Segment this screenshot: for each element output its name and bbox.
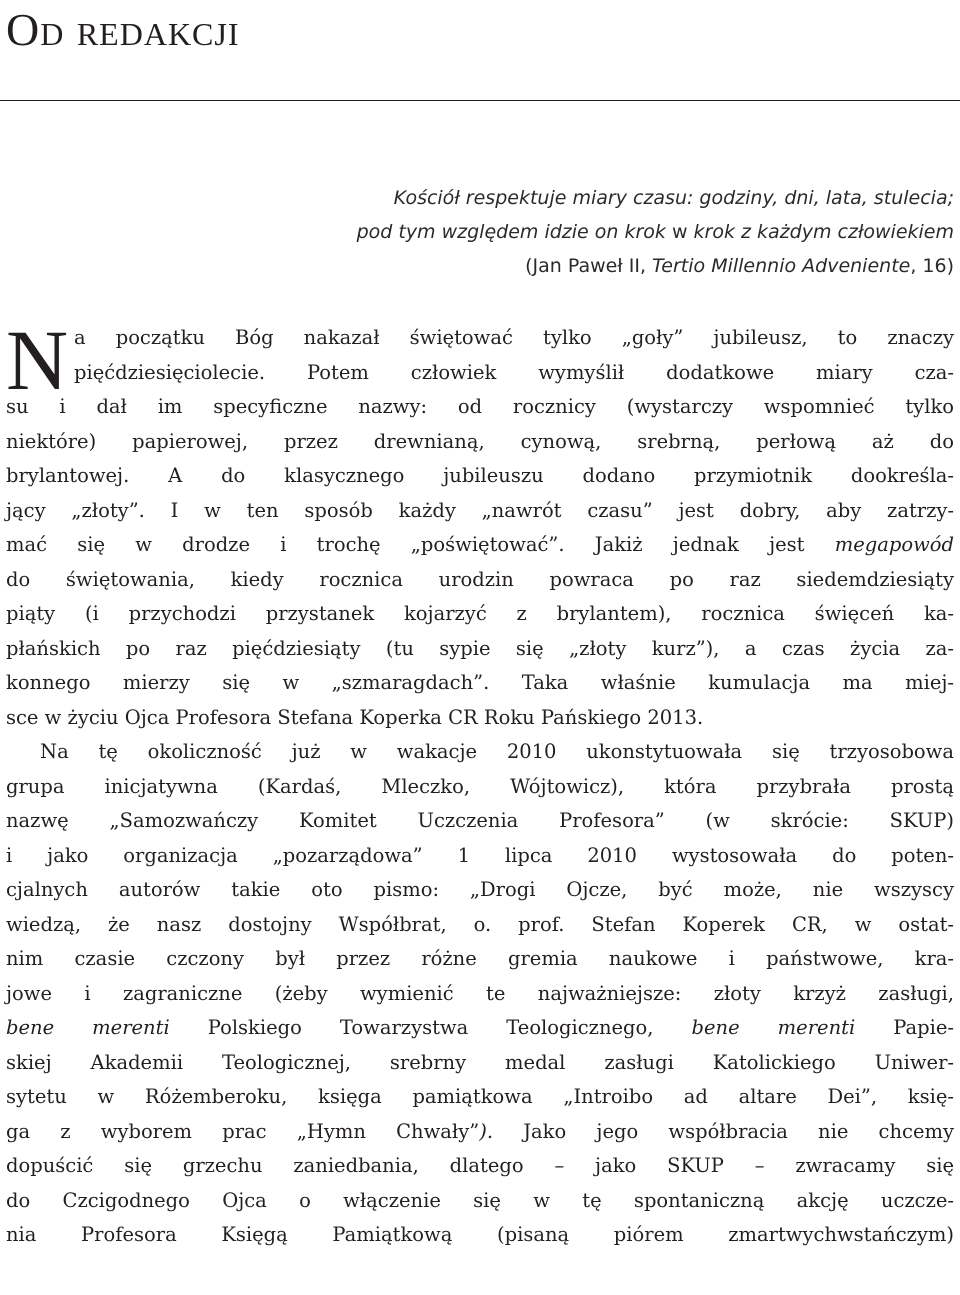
text-line: wiedzą, że nasz dostojny Współbrat, o. prof. Stefan Koperek CR, w ostat- <box>6 912 954 936</box>
text-run: Jako jego współbracia nie chcemy <box>493 1119 954 1143</box>
text-line: płańskich po raz pięćdziesiąty (tu sypie się „złoty kurz”), a czas życia za- <box>6 636 954 660</box>
text-run: ga z wyborem prac „Hymn Chwały” <box>6 1119 480 1143</box>
text-line: grupa inicjatywna (Kardaś, Mleczko, Wójtowicz), która przybrała prostą <box>6 774 954 798</box>
text-run: bene merenti <box>6 1016 170 1039</box>
paragraph-1 <box>6 312 954 735</box>
epigraph <box>150 181 954 283</box>
text-line <box>6 1011 954 1046</box>
text-line: do Czcigodnego Ojca o włączenie się w tę spontaniczną akcję uczcze- <box>6 1188 954 1212</box>
text-line <box>6 528 954 563</box>
epigraph-text: Tertio Millennio Adveniente <box>652 255 911 277</box>
text-line: sytetu w Różemberoku, księga pamiątkowa „Introibo ad altare Dei”, księ- <box>6 1085 954 1108</box>
epigraph-text: pod tym względem idzie on krok <box>356 221 666 243</box>
text-line: nazwę „Samozwańczy Komitet Uczczenia Profesora” (w skrócie: SKUP) <box>6 809 954 832</box>
epigraph-text: krok z każdym człowiekiem <box>693 221 954 243</box>
text-line: pięćdziesięciolecie. Potem człowiek wymyślił dodatkowe miary cza- <box>74 360 954 384</box>
text-line: konnego mierzy się w „szmaragdach”. Taka właśnie kumulacja ma miej- <box>6 671 954 694</box>
text-run: Polskiego Towarzystwa Teologicznego, <box>169 1016 692 1039</box>
text-line: Na tę okoliczność już w wakacje 2010 ukonstytuowała się trzyosobowa <box>40 740 954 763</box>
text-line: jący „złoty”. I w ten sposób każdy „nawrót czasu” jest dobry, aby zatrzy- <box>6 498 954 522</box>
text-line: su i dał im specyficzne nazwy: od rocznicy (wystarczy wspomnieć tylko <box>6 395 954 418</box>
epigraph-source <box>150 249 954 283</box>
paragraph-2 <box>6 735 954 1253</box>
title-divider <box>0 100 960 101</box>
text-line: sce w życiu Ojca Profesora Stefana Koperka CR Roku Pańskiego 2013. <box>6 705 704 729</box>
text-run: megapowód <box>834 533 954 556</box>
text-line: piąty (i przychodzi przystanek kojarzyć z brylantem), rocznica święceń ka- <box>6 602 954 625</box>
text-line: cjalnych autorów takie oto pismo: „Drogi Ojcze, być może, nie wszyscy <box>6 878 954 901</box>
epigraph-line <box>150 215 954 249</box>
text-line: brylantowej. A do klasycznego jubileuszu dodano przymiotnik dookreśla- <box>6 464 954 487</box>
text-line <box>6 1115 954 1150</box>
text-line: i jako organizacja „pozarządowa” 1 lipca 2010 wystosowała do poten- <box>6 843 954 867</box>
epigraph-line: Kościół respektuje miary czasu: godziny, dni, lata, stulecia; <box>393 187 954 209</box>
text-line: dopuścić się grzechu zaniedbania, dlatego – jako SKUP – zwracamy się <box>6 1154 954 1177</box>
epigraph-text: (Jan Paweł II, <box>525 255 653 277</box>
text-run: ). <box>479 1119 494 1143</box>
text-line: nia Profesora Księgą Pamiątkową (pisaną piórem zmartwychwstańczym) <box>6 1223 954 1246</box>
text-run: mać się w drodze i trochę „poświętować”. Jakiż jednak jest <box>6 533 835 556</box>
article-body <box>6 312 954 1253</box>
epigraph-text: w <box>665 221 694 243</box>
text-line: niektóre) papierowej, przez drewnianą, cynową, srebrną, perłową aż do <box>6 429 954 453</box>
page-title: Od redakcji <box>6 4 240 55</box>
text-line: jowe i zagraniczne (żeby wymienić te najważniejsze: złoty krzyż zasługi, <box>6 981 954 1005</box>
drop-cap: N <box>6 312 69 408</box>
text-line: nim czasie czczony był przez różne gremia naukowe i państwowe, kra- <box>6 947 954 970</box>
text-run: bene merenti <box>691 1016 856 1039</box>
text-line: a początku Bóg nakazał świętować tylko „goły” jubileusz, to znaczy <box>74 326 954 349</box>
text-line: do świętowania, kiedy rocznica urodzin powraca po raz siedemdziesiąty <box>6 567 954 591</box>
text-run: Papie- <box>855 1016 954 1039</box>
text-line: skiej Akademii Teologicznej, srebrny medal zasługi Katolickiego Uniwer- <box>6 1050 954 1074</box>
epigraph-text: , 16) <box>910 255 954 277</box>
